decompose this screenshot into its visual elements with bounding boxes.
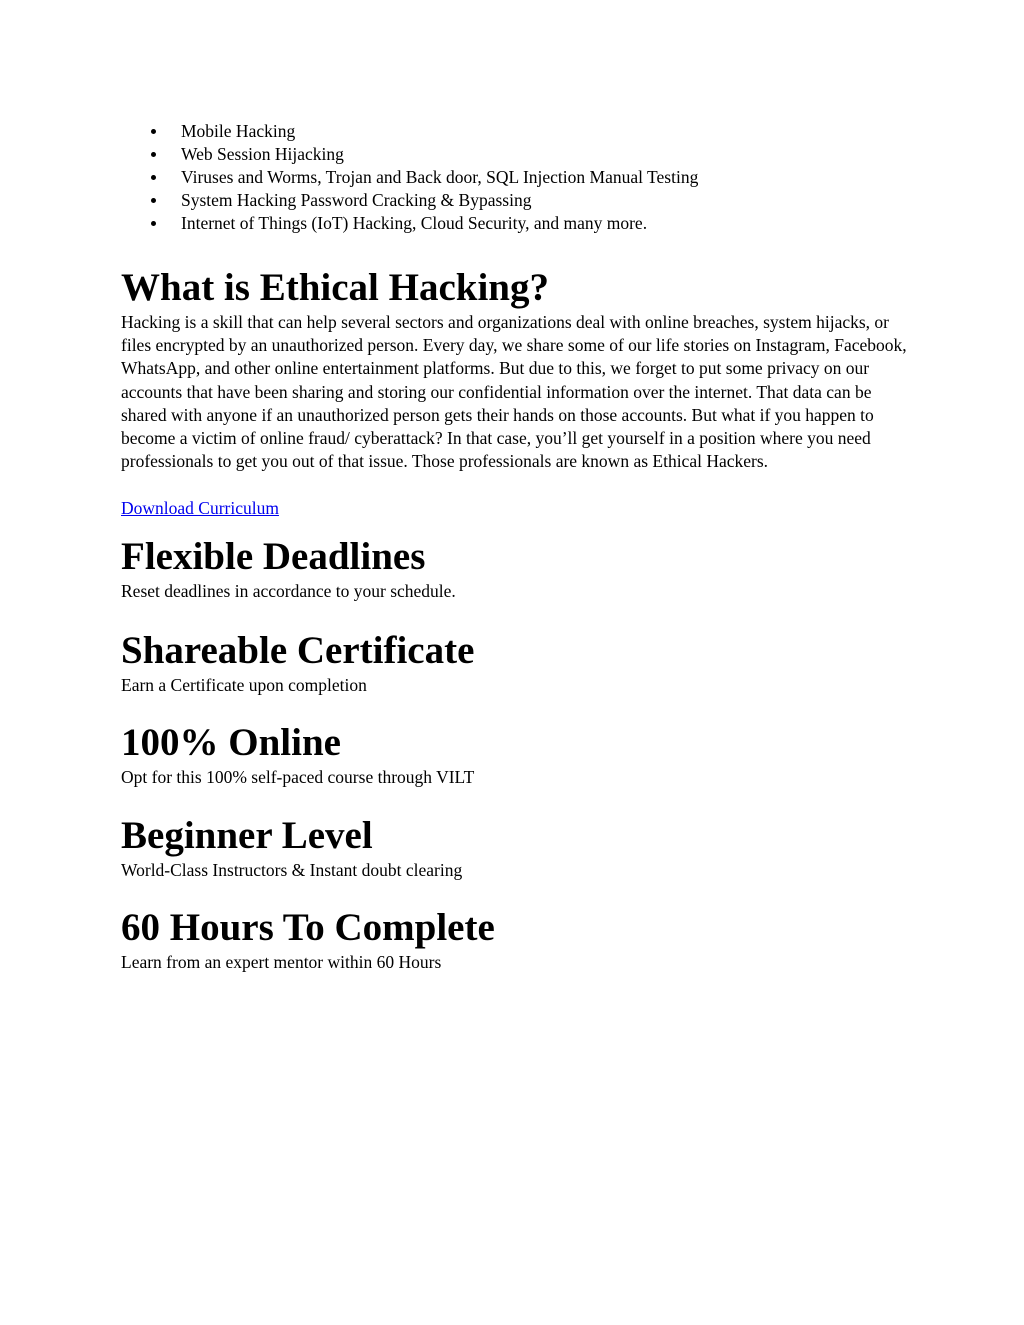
bullet-icon: [151, 198, 156, 203]
beginner-level-text: World-Class Instructors & Instant doubt clearing: [121, 860, 463, 881]
heading-60-hours: 60 Hours To Complete: [121, 906, 495, 950]
list-item: [121, 212, 911, 235]
list-item-text: Web Session Hijacking: [181, 144, 344, 164]
bullet-icon: [151, 152, 156, 157]
list-item-text: Viruses and Worms, Trojan and Back door, SQL Injection Manual Testing: [181, 167, 699, 187]
topics-list: [121, 120, 911, 235]
list-item: [121, 166, 911, 189]
hours-text: Learn from an expert mentor within 60 Hours: [121, 952, 442, 973]
online-text: Opt for this 100% self-paced course through VILT: [121, 766, 475, 787]
bullet-icon: [151, 129, 156, 134]
list-item: [121, 120, 911, 143]
bullet-icon: [151, 221, 156, 226]
list-item-text: Internet of Things (IoT) Hacking, Cloud Security, and many more.: [181, 213, 648, 233]
download-curriculum-link[interactable]: Download Curriculum: [121, 498, 279, 519]
shareable-certificate-text: Earn a Certificate upon completion: [121, 674, 367, 695]
list-item-text: System Hacking Password Cracking & Bypassing: [181, 190, 532, 210]
bullet-icon: [151, 175, 156, 180]
heading-100-online: 100% Online: [121, 720, 341, 764]
list-item: [121, 143, 911, 166]
list-item: [121, 189, 911, 212]
document-page: [121, 120, 911, 974]
ethical-hacking-paragraph: Hacking is a skill that can help several sectors and organizations deal with online breaches, system hijacks, or files encrypted by an unauthorized person. Every day, we share some of our life stories on Instagram, Facebook, WhatsApp, and other online entertainment platforms. But due to this, we forget to put some privacy on our accounts that have been sharing and storing our confidential information over the internet. That data can be shared with anyone if an unauthorized person gets their hands on those accounts. But what if you happen to become a victim of online fraud/ cyberattack? In that case, you’ll get yourself in a position where you need professionals to get you out of that issue. Those professionals are known as Ethical Hackers.: [121, 312, 907, 472]
flexible-deadlines-text: Reset deadlines in accordance to your schedule.: [121, 581, 456, 602]
download-link-container: [121, 497, 911, 520]
heading-shareable-certificate: Shareable Certificate: [121, 628, 475, 672]
list-item-text: Mobile Hacking: [181, 121, 296, 141]
heading-beginner-level: Beginner Level: [121, 814, 373, 858]
heading-what-is-ethical-hacking: What is Ethical Hacking?: [121, 266, 549, 309]
heading-flexible-deadlines: Flexible Deadlines: [121, 535, 426, 579]
